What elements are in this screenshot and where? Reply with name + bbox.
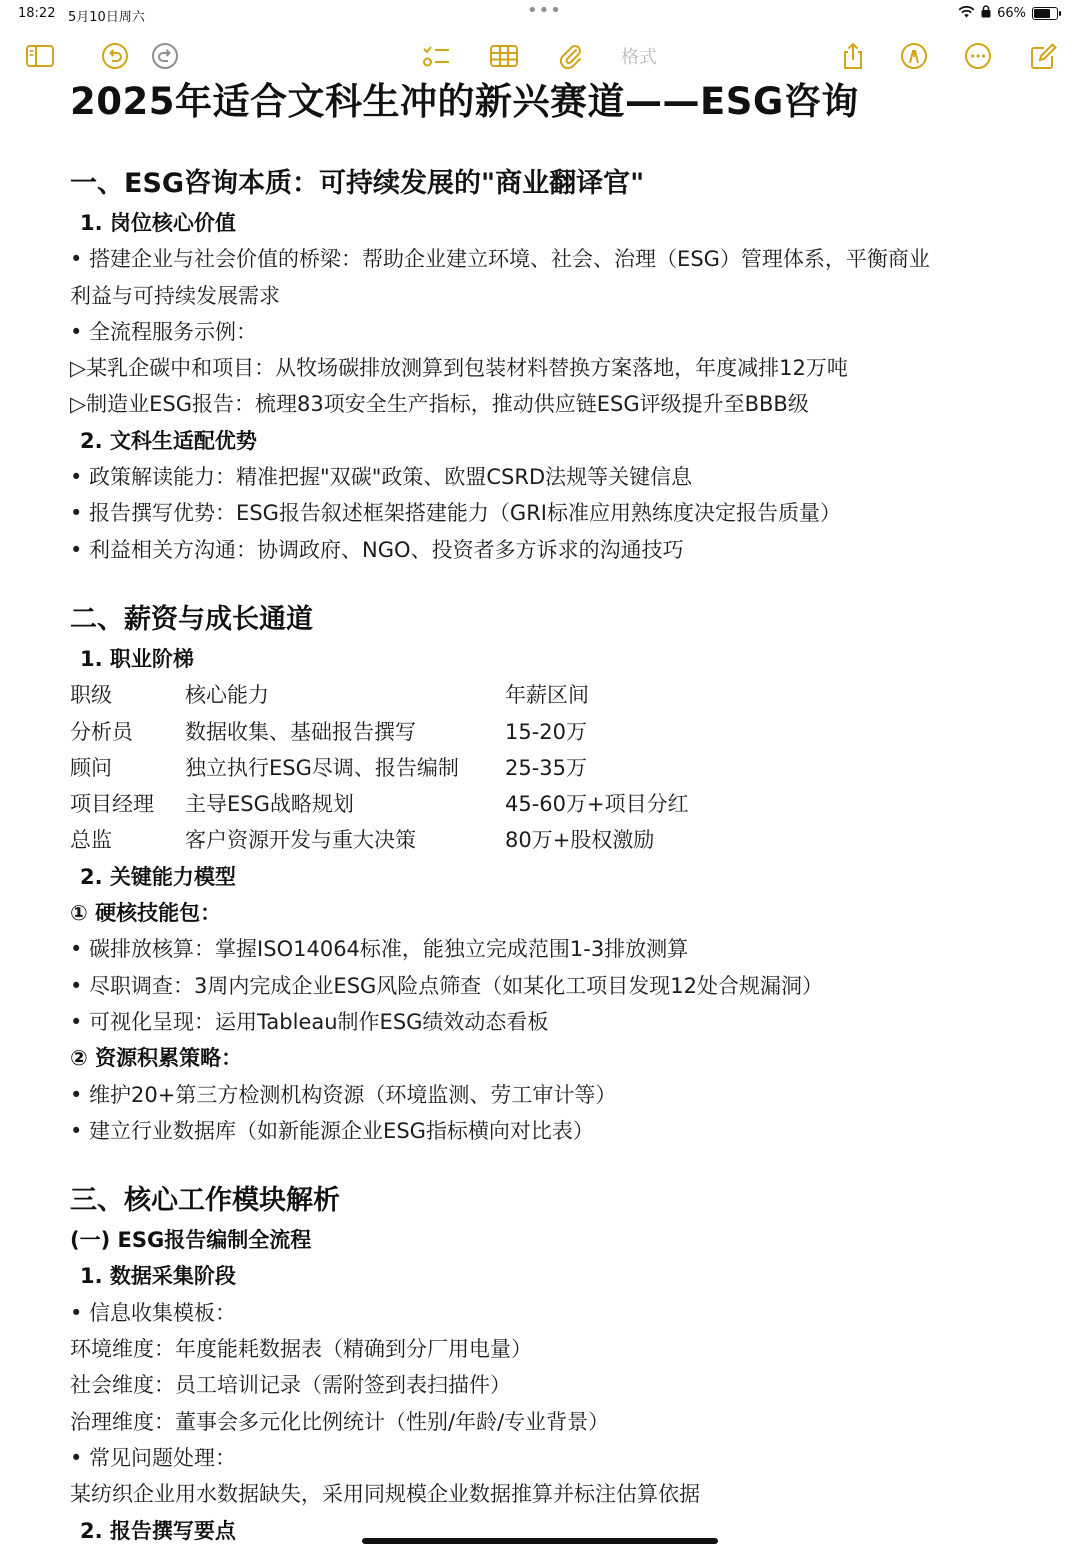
table-cell: 数据收集、基础报告撰写 xyxy=(185,719,416,744)
multitasking-dots[interactable]: ••• xyxy=(527,0,562,21)
line-social: 社会维度：员工培训记录（需附签到表扫描件） xyxy=(70,1373,511,1398)
table-row xyxy=(70,750,1030,786)
note-body[interactable] xyxy=(70,76,1030,1549)
bullet-policy: • 政策解读能力：精准把握"双碳"政策、欧盟CSRD法规等关键信息 xyxy=(70,465,693,490)
example-dairy: ▷某乳企碳中和项目：从牧场碳排放测算到包装材料替换方案落地，年度减排12万吨 xyxy=(70,356,848,381)
table-cell: 客户资源开发与重大决策 xyxy=(185,828,416,853)
attachment-icon[interactable] xyxy=(555,36,587,76)
bullet-bridge: • 搭建企业与社会价值的桥梁：帮助企业建立环境、社会、治理（ESG）管理体系，平衡商业 xyxy=(70,247,930,272)
undo-icon[interactable] xyxy=(100,36,130,76)
bullet-service-example: • 全流程服务示例： xyxy=(70,319,258,344)
line-environment: 环境维度：年度能耗数据表（精确到分厂用电量） xyxy=(70,1337,532,1362)
home-indicator[interactable] xyxy=(362,1538,718,1544)
part-heading-report: (一) ESG报告编制全流程 xyxy=(70,1228,312,1253)
bullet-common-issues: • 常见问题处理： xyxy=(70,1445,237,1470)
table-row xyxy=(70,714,1030,750)
bullet-template: • 信息收集模板： xyxy=(70,1300,237,1325)
example-manufacturing: ▷制造业ESG报告：梳理83项安全生产指标，推动供应链ESG评级提升至BBB级 xyxy=(70,392,809,417)
subheading-core-value: 1. 岗位核心价值 xyxy=(80,211,236,235)
table-cell: 核心能力 xyxy=(185,683,269,708)
compose-icon[interactable] xyxy=(1028,36,1058,76)
subheading-capability-model: 2. 关键能力模型 xyxy=(80,864,236,889)
table-cell: 25-35万 xyxy=(505,755,588,780)
subheading-report-writing: 2. 报告撰写要点 xyxy=(80,1518,236,1543)
bullet-bridge-cont: 利益与可持续发展需求 xyxy=(70,283,280,308)
table-row xyxy=(70,822,1030,858)
bullet-visualization: • 可视化呈现：运用Tableau制作ESG绩效动态看板 xyxy=(70,1009,549,1034)
line-textile: 某纺织企业用水数据缺失，采用同规模企业数据推算并标注估算依据 xyxy=(70,1482,700,1507)
table-cell: 主导ESG战略规划 xyxy=(185,792,354,817)
table-cell: 项目经理 xyxy=(70,792,154,817)
status-date: 5月10日周六 xyxy=(68,10,145,25)
status-bar xyxy=(0,0,1080,28)
heading-hard-skills: ① 硬核技能包： xyxy=(70,901,222,926)
lock-rotation-icon xyxy=(981,5,991,22)
section-heading-2: 二、薪资与成长通道 xyxy=(70,603,313,635)
bullet-stakeholder: • 利益相关方沟通：协调政府、NGO、投资者多方诉求的沟通技巧 xyxy=(70,537,684,562)
table-cell: 80万+股权激励 xyxy=(505,828,655,853)
redo-icon[interactable] xyxy=(150,36,180,76)
table-cell: 总监 xyxy=(70,828,112,853)
wifi-icon xyxy=(958,5,975,22)
notes-toolbar xyxy=(0,36,1080,76)
table-cell: 年薪区间 xyxy=(505,683,589,708)
bullet-database: • 建立行业数据库（如新能源企业ESG指标横向对比表） xyxy=(70,1118,594,1143)
bullet-third-party: • 维护20+第三方检测机构资源（环境监测、劳工审计等） xyxy=(70,1082,617,1107)
table-header xyxy=(70,677,1030,713)
note-title: 2025年适合文科生冲的新兴赛道——ESG咨询 xyxy=(70,80,859,123)
status-time: 18:22 xyxy=(18,6,56,21)
bullet-carbon: • 碳排放核算：掌握ISO14064标准，能独立完成范围1-3排放测算 xyxy=(70,937,689,962)
battery-icon xyxy=(1032,7,1058,20)
heading-resource-strategy: ② 资源积累策略： xyxy=(70,1046,243,1071)
status-right xyxy=(958,5,1058,22)
table-cell: 顾问 xyxy=(70,755,112,780)
markup-icon[interactable] xyxy=(899,36,929,76)
bullet-report: • 报告撰写优势：ESG报告叙述框架搭建能力（GRI标准应用熟练度决定报告质量） xyxy=(70,501,841,526)
checklist-icon[interactable] xyxy=(420,36,452,76)
more-icon[interactable] xyxy=(963,36,993,76)
bullet-due-diligence: • 尽职调查：3周内完成企业ESG风险点筛查（如某化工项目发现12处合规漏洞） xyxy=(70,973,824,998)
table-icon[interactable] xyxy=(488,36,520,76)
format-button[interactable]: 格式 xyxy=(621,47,657,68)
table-cell: 45-60万+项目分红 xyxy=(505,792,689,817)
subheading-advantages: 2. 文科生适配优势 xyxy=(80,428,257,453)
subheading-career-ladder: 1. 职业阶梯 xyxy=(80,646,194,671)
subheading-data-collection: 1. 数据采集阶段 xyxy=(80,1264,236,1289)
table-cell: 15-20万 xyxy=(505,719,588,744)
section-heading-3: 三、核心工作模块解析 xyxy=(70,1185,340,1217)
section-heading-1: 一、ESG咨询本质：可持续发展的"商业翻译官" xyxy=(70,168,645,199)
table-cell: 分析员 xyxy=(70,719,133,744)
sidebar-icon[interactable] xyxy=(24,36,56,76)
table-cell: 独立执行ESG尽调、报告编制 xyxy=(185,755,459,780)
line-governance: 治理维度：董事会多元化比例统计（性别/年龄/专业背景） xyxy=(70,1409,610,1434)
table-cell: 职级 xyxy=(70,683,112,708)
table-row xyxy=(70,786,1030,822)
career-table xyxy=(70,677,1030,858)
battery-percent: 66% xyxy=(997,6,1026,21)
share-icon[interactable] xyxy=(838,36,868,76)
